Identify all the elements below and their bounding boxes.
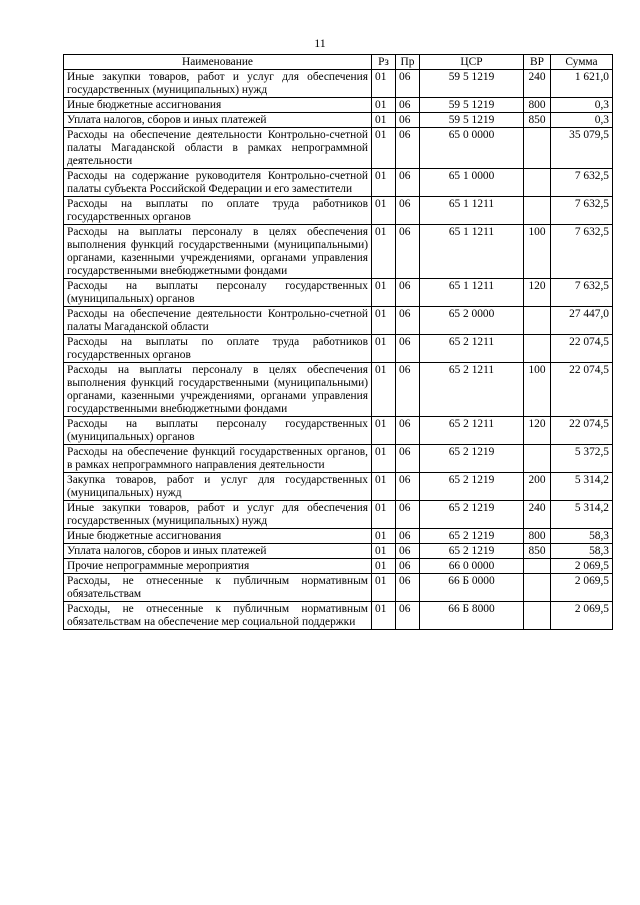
cell-name: Уплата налогов, сборов и иных платежей xyxy=(64,544,372,559)
cell-name: Иные закупки товаров, работ и услуг для обеспечения государственных (муниципальных) нужд xyxy=(64,70,372,98)
cell-csr: 65 2 1211 xyxy=(420,335,524,363)
cell-name: Расходы на выплаты персоналу в целях обеспечения выполнения функций государственными (муниципальными) органами, казенными учреждениями, органами управления государственными внебюджетными фондами xyxy=(64,225,372,279)
cell-rz: 01 xyxy=(372,559,396,574)
table-row xyxy=(64,113,613,128)
cell-rz: 01 xyxy=(372,363,396,417)
cell-csr: 66 0 0000 xyxy=(420,559,524,574)
cell-name: Расходы на содержание руководителя Контрольно-счетной палаты субъекта Российской Федерации и его заместители xyxy=(64,169,372,197)
cell-name: Расходы, не отнесенные к публичным нормативным обязательствам xyxy=(64,574,372,602)
cell-csr: 65 1 1211 xyxy=(420,197,524,225)
page-number: 11 xyxy=(314,36,326,50)
header-sum: Сумма xyxy=(551,55,613,70)
cell-sum: 2 069,5 xyxy=(551,559,613,574)
cell-name: Расходы на выплаты персоналу в целях обеспечения выполнения функций государственными (муниципальными) органами, казенными учреждениями, органами управления государственными внебюджетными фондами xyxy=(64,363,372,417)
cell-name: Иные закупки товаров, работ и услуг для обеспечения государственных (муниципальных) нужд xyxy=(64,501,372,529)
cell-sum: 2 069,5 xyxy=(551,602,613,630)
cell-rz: 01 xyxy=(372,128,396,169)
cell-sum: 7 632,5 xyxy=(551,169,613,197)
cell-vr: 850 xyxy=(524,544,551,559)
cell-vr xyxy=(524,445,551,473)
cell-name: Расходы на выплаты персоналу государственных (муниципальных) органов xyxy=(64,279,372,307)
cell-csr: 65 2 0000 xyxy=(420,307,524,335)
cell-sum: 58,3 xyxy=(551,529,613,544)
cell-vr xyxy=(524,335,551,363)
table-row xyxy=(64,602,613,630)
cell-rz: 01 xyxy=(372,307,396,335)
cell-csr: 65 2 1219 xyxy=(420,473,524,501)
table-row xyxy=(64,363,613,417)
cell-sum: 22 074,5 xyxy=(551,335,613,363)
cell-name: Расходы на обеспечение функций государственных органов, в рамках непрограммного направления деятельности xyxy=(64,445,372,473)
table-row xyxy=(64,279,613,307)
cell-csr: 65 0 0000 xyxy=(420,128,524,169)
cell-vr xyxy=(524,559,551,574)
table-header-row xyxy=(64,55,613,70)
cell-sum: 0,3 xyxy=(551,98,613,113)
cell-rz: 01 xyxy=(372,445,396,473)
table-row xyxy=(64,307,613,335)
cell-sum: 2 069,5 xyxy=(551,574,613,602)
cell-csr: 59 5 1219 xyxy=(420,113,524,128)
cell-sum: 5 314,2 xyxy=(551,501,613,529)
cell-vr: 200 xyxy=(524,473,551,501)
cell-pr: 06 xyxy=(396,128,420,169)
cell-csr: 65 2 1211 xyxy=(420,417,524,445)
cell-name: Расходы на выплаты персоналу государственных (муниципальных) органов xyxy=(64,417,372,445)
cell-rz: 01 xyxy=(372,70,396,98)
table-row xyxy=(64,574,613,602)
cell-rz: 01 xyxy=(372,197,396,225)
cell-vr: 120 xyxy=(524,279,551,307)
cell-rz: 01 xyxy=(372,279,396,307)
cell-rz: 01 xyxy=(372,501,396,529)
cell-pr: 06 xyxy=(396,363,420,417)
cell-pr: 06 xyxy=(396,225,420,279)
cell-pr: 06 xyxy=(396,307,420,335)
cell-csr: 65 1 1211 xyxy=(420,279,524,307)
cell-name: Расходы, не отнесенные к публичным нормативным обязательствам на обеспечение мер социальной поддержки xyxy=(64,602,372,630)
cell-sum: 7 632,5 xyxy=(551,225,613,279)
cell-csr: 65 2 1219 xyxy=(420,445,524,473)
table-row xyxy=(64,335,613,363)
table-row xyxy=(64,529,613,544)
cell-pr: 06 xyxy=(396,70,420,98)
cell-sum: 1 621,0 xyxy=(551,70,613,98)
cell-rz: 01 xyxy=(372,225,396,279)
cell-name: Расходы на выплаты по оплате труда работников государственных органов xyxy=(64,197,372,225)
cell-vr xyxy=(524,169,551,197)
cell-pr: 06 xyxy=(396,417,420,445)
table-row xyxy=(64,197,613,225)
cell-pr: 06 xyxy=(396,574,420,602)
cell-csr: 66 Б 8000 xyxy=(420,602,524,630)
cell-name: Иные бюджетные ассигнования xyxy=(64,98,372,113)
cell-vr xyxy=(524,574,551,602)
header-name: Наименование xyxy=(64,55,372,70)
cell-pr: 06 xyxy=(396,98,420,113)
table-row xyxy=(64,225,613,279)
cell-vr xyxy=(524,307,551,335)
cell-vr: 100 xyxy=(524,225,551,279)
table-row xyxy=(64,98,613,113)
cell-name: Расходы на обеспечение деятельности Контрольно-счетной палаты Магаданской области xyxy=(64,307,372,335)
cell-csr: 59 5 1219 xyxy=(420,70,524,98)
cell-vr: 100 xyxy=(524,363,551,417)
cell-rz: 01 xyxy=(372,574,396,602)
cell-csr: 65 2 1219 xyxy=(420,501,524,529)
cell-vr: 240 xyxy=(524,70,551,98)
cell-name: Иные бюджетные ассигнования xyxy=(64,529,372,544)
cell-rz: 01 xyxy=(372,544,396,559)
cell-pr: 06 xyxy=(396,113,420,128)
cell-sum: 22 074,5 xyxy=(551,363,613,417)
cell-rz: 01 xyxy=(372,169,396,197)
cell-pr: 06 xyxy=(396,279,420,307)
cell-rz: 01 xyxy=(372,417,396,445)
table-row xyxy=(64,128,613,169)
cell-vr: 240 xyxy=(524,501,551,529)
cell-vr xyxy=(524,197,551,225)
table-row xyxy=(64,559,613,574)
budget-table xyxy=(63,54,613,630)
cell-sum: 22 074,5 xyxy=(551,417,613,445)
cell-rz: 01 xyxy=(372,98,396,113)
cell-csr: 65 1 0000 xyxy=(420,169,524,197)
table-row xyxy=(64,70,613,98)
cell-pr: 06 xyxy=(396,602,420,630)
cell-rz: 01 xyxy=(372,602,396,630)
cell-vr: 850 xyxy=(524,113,551,128)
cell-csr: 65 2 1211 xyxy=(420,363,524,417)
cell-sum: 0,3 xyxy=(551,113,613,128)
cell-pr: 06 xyxy=(396,169,420,197)
table-row xyxy=(64,473,613,501)
cell-rz: 01 xyxy=(372,335,396,363)
cell-name: Уплата налогов, сборов и иных платежей xyxy=(64,113,372,128)
cell-name: Закупка товаров, работ и услуг для государственных (муниципальных) нужд xyxy=(64,473,372,501)
table-row xyxy=(64,417,613,445)
cell-csr: 59 5 1219 xyxy=(420,98,524,113)
cell-pr: 06 xyxy=(396,335,420,363)
cell-name: Прочие непрограммные мероприятия xyxy=(64,559,372,574)
cell-pr: 06 xyxy=(396,559,420,574)
cell-sum: 5 372,5 xyxy=(551,445,613,473)
cell-csr: 66 Б 0000 xyxy=(420,574,524,602)
cell-sum: 7 632,5 xyxy=(551,197,613,225)
cell-name: Расходы на обеспечение деятельности Контрольно-счетной палаты Магаданской области в рамках непрограммной деятельности xyxy=(64,128,372,169)
header-rz: Рз xyxy=(372,55,396,70)
header-vr: ВР xyxy=(524,55,551,70)
header-csr: ЦСР xyxy=(420,55,524,70)
cell-pr: 06 xyxy=(396,473,420,501)
cell-sum: 7 632,5 xyxy=(551,279,613,307)
cell-pr: 06 xyxy=(396,544,420,559)
cell-rz: 01 xyxy=(372,113,396,128)
cell-rz: 01 xyxy=(372,473,396,501)
table-row xyxy=(64,544,613,559)
cell-csr: 65 2 1219 xyxy=(420,529,524,544)
cell-pr: 06 xyxy=(396,445,420,473)
cell-vr: 120 xyxy=(524,417,551,445)
cell-sum: 58,3 xyxy=(551,544,613,559)
cell-name: Расходы на выплаты по оплате труда работников государственных органов xyxy=(64,335,372,363)
cell-vr xyxy=(524,128,551,169)
cell-csr: 65 1 1211 xyxy=(420,225,524,279)
cell-sum: 35 079,5 xyxy=(551,128,613,169)
cell-vr: 800 xyxy=(524,98,551,113)
cell-vr: 800 xyxy=(524,529,551,544)
cell-rz: 01 xyxy=(372,529,396,544)
table-row xyxy=(64,445,613,473)
cell-vr xyxy=(524,602,551,630)
cell-pr: 06 xyxy=(396,529,420,544)
table-row xyxy=(64,501,613,529)
cell-csr: 65 2 1219 xyxy=(420,544,524,559)
table-row xyxy=(64,169,613,197)
header-pr: Пр xyxy=(396,55,420,70)
cell-pr: 06 xyxy=(396,197,420,225)
cell-sum: 27 447,0 xyxy=(551,307,613,335)
cell-sum: 5 314,2 xyxy=(551,473,613,501)
cell-pr: 06 xyxy=(396,501,420,529)
